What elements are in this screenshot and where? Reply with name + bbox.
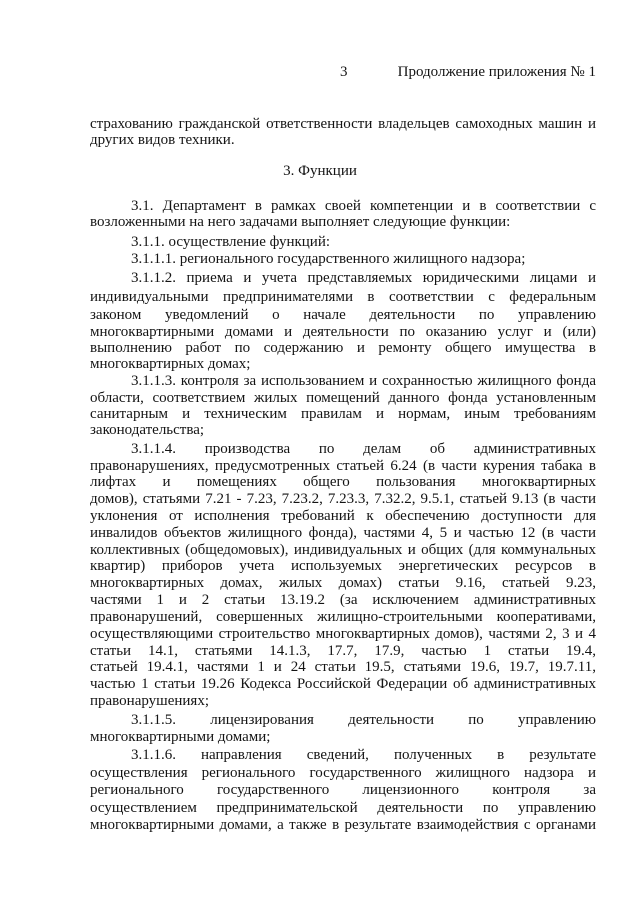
text-line: законодательства; — [90, 422, 205, 438]
appendix-continuation-header: Продолжение приложения № 1 — [397, 64, 596, 80]
text-line: многоквартирными домами и деятельности по оказанию услуг и (или) — [90, 324, 596, 340]
text-line: регионального государственного лицензионного контроля за — [90, 782, 596, 798]
text-line: других видов техники. — [90, 132, 235, 148]
section-title: 3. Функции — [283, 163, 357, 179]
text-line: санитарным и техническим правилам и нормам, иным требованиям — [90, 406, 596, 422]
text-line: инвалидов объектов жилищного фонда), частями 4, 5 и частью 12 (в части — [90, 525, 596, 541]
text-line: квартир) приборов учета используемых энергетических ресурсов в — [90, 558, 596, 574]
text-line: правонарушений, совершенных жилищно-строительными кооперативами, — [90, 609, 596, 625]
text-line: осуществлением предпринимательской деятельности по управлению — [90, 800, 596, 816]
page-number: 3 — [340, 64, 348, 80]
text-line: возложенными на него задачами выполняет следующие функции: — [90, 214, 511, 230]
text-line: индивидуальными предпринимателями в соответствии с федеральным — [90, 289, 596, 305]
text-line: 3.1.1.3. контроля за использованием и сохранностью жилищного фонда — [131, 373, 596, 389]
text-line: правонарушениях; — [90, 693, 209, 709]
text-line: многоквартирных домах; — [90, 356, 251, 372]
text-line: уклонения от исполнения требований к обеспечению доступности для — [90, 508, 596, 524]
text-line: 3.1.1.2. приема и учета представляемых юридическими лицами и — [131, 270, 596, 286]
text-line: 3.1.1.6. направления сведений, полученных в результате — [131, 747, 596, 763]
text-line: законом уведомлений о начале деятельности по управлению — [90, 307, 596, 323]
text-line: 3.1.1.5. лицензирования деятельности по управлению — [131, 712, 596, 728]
text-line: частью 1 статьи 19.26 Кодекса Российской Федерации об административных — [90, 676, 596, 692]
text-line: области, соответствием жилых помещений данного фонда установленным — [90, 390, 596, 406]
text-line: частями 1 и 2 статьи 13.19.2 (за исключением административных — [90, 592, 596, 608]
text-line: 3.1. Департамент в рамках своей компетенции и в соответствии с — [131, 198, 596, 214]
text-line: многоквартирными домами; — [90, 729, 271, 745]
text-line: 3.1.1.1. регионального государственного жилищного надзора; — [131, 251, 526, 267]
text-line: лифтах и помещениях общего пользования многоквартирных — [90, 474, 596, 490]
text-line: осуществляющими строительство многоквартирных домов), частями 2, 3 и 4 — [90, 626, 596, 642]
text-line: домов), статьями 7.21 - 7.23, 7.23.2, 7.23.3, 7.32.2, 9.5.1, статьей 9.13 (в части — [90, 491, 596, 507]
text-line: правонарушениях, предусмотренных статьей 6.24 (в части курения табака в — [90, 458, 596, 474]
text-line: страхованию гражданской ответственности владельцев самоходных машин и — [90, 116, 596, 132]
text-line: многоквартирными домами, а также в результате взаимодействия с органами — [90, 817, 596, 833]
text-line: 3.1.1. осуществление функций: — [131, 234, 331, 250]
text-line: коллективных (общедомовых), индивидуальных и общих (для коммунальных — [90, 542, 596, 558]
text-line: осуществления регионального государственного жилищного надзора и — [90, 765, 596, 781]
text-line: 3.1.1.4. производства по делам об административных — [131, 441, 596, 457]
text-line: статьей 19.4.1, частями 1 и 24 статьи 19.5, статьями 19.6, 19.7, 19.7.11, — [90, 659, 596, 675]
text-line: статьи 14.1, статьями 14.1.3, 17.7, 17.9, частью 1 статьи 19.4, — [90, 643, 596, 659]
text-line: многоквартирных домах, жилых домах) статьи 9.16, статьей 9.23, — [90, 575, 596, 591]
text-line: выполнению работ по содержанию и ремонту общего имущества в — [90, 340, 596, 356]
